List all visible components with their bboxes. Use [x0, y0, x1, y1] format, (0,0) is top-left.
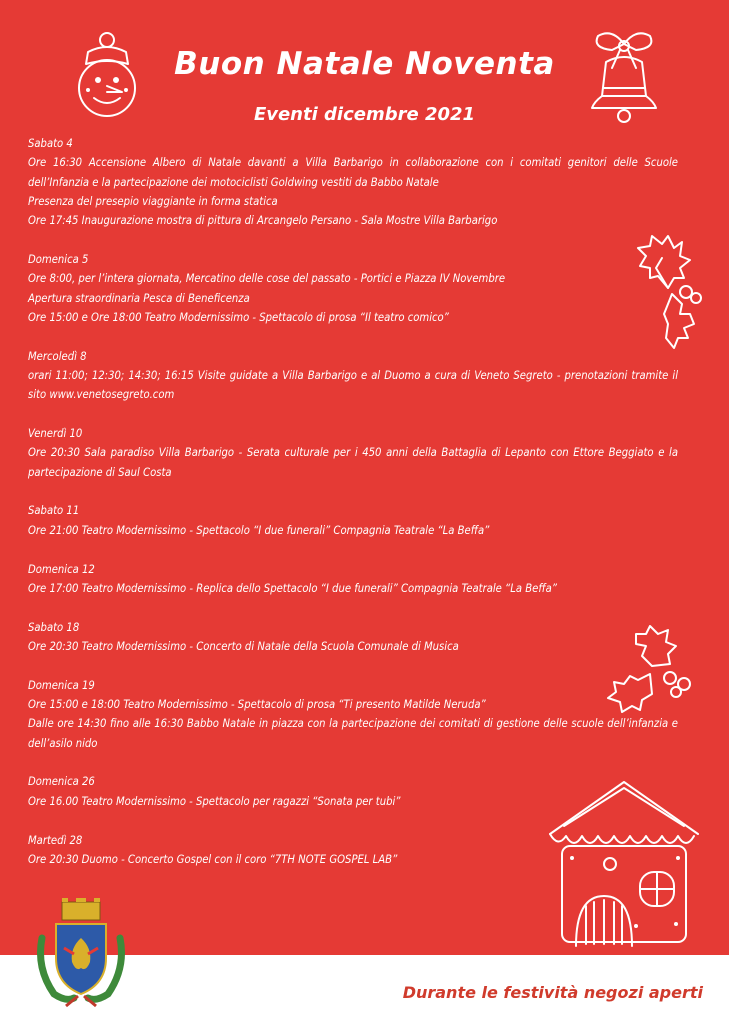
event-day: Mercoledì 8 — [28, 349, 87, 363]
event-line: Ore 17:45 Inaugurazione mostra di pittura di Arcangelo Persano - Sala Mostre Villa Barbarigo — [28, 214, 498, 228]
event-line: Ore 16.00 Teatro Modernissimo - Spettacolo per ragazzi “Sonata per tubi” — [28, 794, 401, 808]
event-item — [28, 347, 678, 405]
event-line: Ore 17:00 Teatro Modernissimo - Replica dello Spettacolo “I due funerali” Compagnia Teatrale “La Beffa” — [28, 581, 557, 595]
event-line: orari 11:00; 12:30; 14:30; 16:15 Visite guidate a Villa Barbarigo e al Duomo a cura di Veneto Segreto - prenotazioni tramite il sito www.venetosegreto.com — [28, 368, 678, 402]
event-line: Ore 15:00 e Ore 18:00 Teatro Modernissimo - Spettacolo di prosa “Il teatro comico” — [28, 310, 449, 324]
event-day: Domenica 26 — [28, 775, 95, 789]
event-item — [28, 560, 678, 599]
event-day: Sabato 18 — [28, 620, 80, 634]
event-day: Venerdì 10 — [28, 427, 83, 441]
event-item — [28, 676, 678, 753]
event-item — [28, 831, 678, 870]
page-title: Buon Natale Noventa — [174, 46, 555, 82]
event-line: Presenza del presepio viaggiante in forma statica — [28, 194, 278, 208]
events-list — [28, 134, 678, 889]
event-line: Apertura straordinaria Pesca di Beneficenza — [28, 291, 250, 305]
event-day: Sabato 4 — [28, 137, 73, 150]
event-line: Ore 8:00, per l’intera giornata, Mercatino delle cose del passato - Portici e Piazza IV Novembre — [28, 272, 506, 286]
footer-note: Durante le festività negozi aperti — [402, 983, 703, 1002]
event-line: Ore 21:00 Teatro Modernissimo - Spettacolo “I due funerali” Compagnia Teatrale “La Beffa” — [28, 523, 490, 537]
event-line: Ore 20:30 Sala paradiso Villa Barbarigo - Serata culturale per i 450 anni della Battaglia di Lepanto con Ettore Beggiato e la partecipazione di Saul Costa — [28, 446, 678, 479]
event-line: Ore 15:00 e 18:00 Teatro Modernissimo - Spettacolo di prosa “Ti presento Matilde Neruda” — [28, 698, 486, 712]
event-day: Sabato 11 — [28, 504, 80, 518]
event-item — [28, 772, 678, 811]
event-line: Ore 16:30 Accensione Albero di Natale davanti a Villa Barbarigo in collaborazione con i comitati genitori delle Scuole dell’Infanzia e la partecipazione dei motociclisti Goldwing vestiti da Babbo Natale — [28, 156, 678, 189]
event-day: Martedì 28 — [28, 833, 83, 847]
municipal-crest-icon — [32, 898, 130, 1008]
event-item — [28, 134, 678, 230]
event-item — [28, 618, 678, 657]
event-day: Domenica 12 — [28, 562, 95, 576]
event-item — [28, 501, 678, 540]
event-day: Domenica 19 — [28, 678, 95, 692]
event-item — [28, 250, 678, 327]
page-subtitle: Eventi dicembre 2021 — [253, 104, 476, 125]
event-line: Dalle ore 14:30 fino alle 16:30 Babbo Natale in piazza con la partecipazione dei comitati di gestione delle scuole dell’infanzia e dell’asilo nido — [28, 717, 678, 750]
event-line: Ore 20:30 Duomo - Concerto Gospel con il coro “7TH NOTE GOSPEL LAB” — [28, 852, 398, 866]
event-item — [28, 424, 678, 482]
event-day: Domenica 5 — [28, 252, 89, 266]
event-line: Ore 20:30 Teatro Modernissimo - Concerto di Natale della Scuola Comunale di Musica — [28, 639, 459, 653]
